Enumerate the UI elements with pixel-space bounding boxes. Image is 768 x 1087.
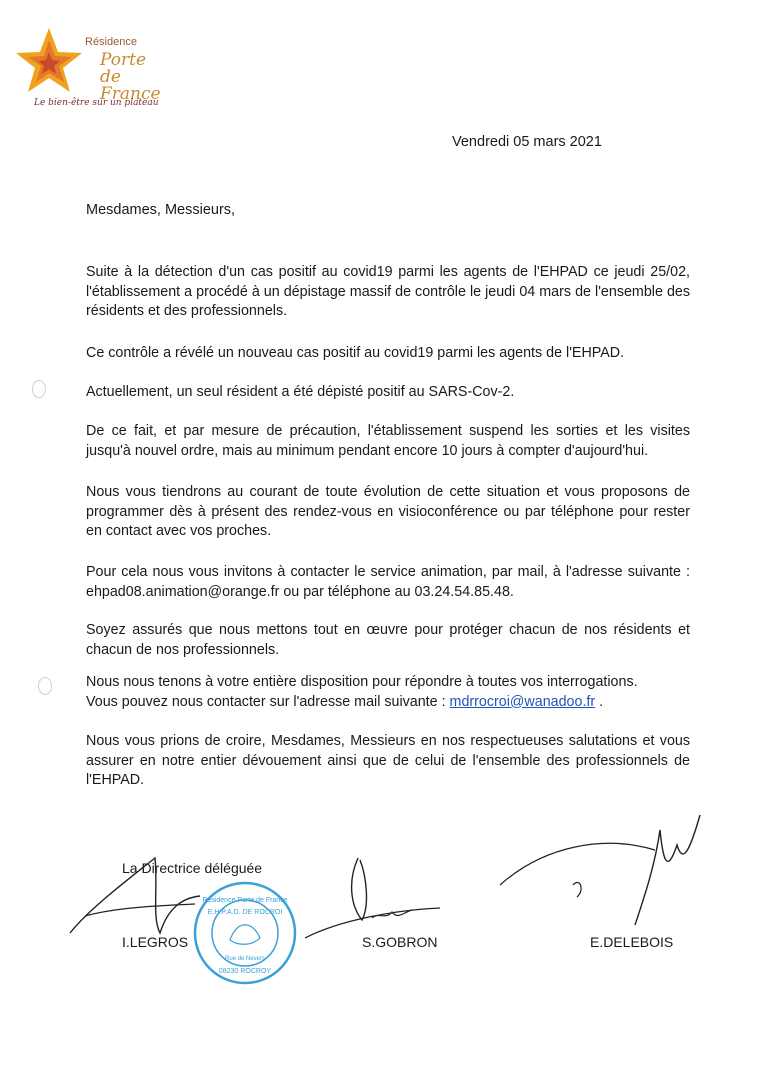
- signature-3-scribble: [495, 805, 710, 945]
- paragraph-8: [86, 673, 690, 712]
- logo-residence-text: Résidence: [85, 36, 137, 48]
- salutation: Mesdames, Messieurs,: [86, 202, 236, 218]
- star-logo-icon: [14, 26, 84, 96]
- punch-hole-mark: [38, 677, 52, 695]
- paragraph-8-line1: Nous nous tenons à votre entière disposition pour répondre à toutes vos interrogations.: [86, 674, 638, 690]
- signatory-name-3: E.DELEBOIS: [590, 934, 674, 950]
- paragraph-2: Ce contrôle a révélé un nouveau cas positif au covid19 parmi les agents de l'EHPAD.: [86, 345, 625, 361]
- contact-email-link[interactable]: mdrrocroi@wanadoo.fr: [449, 693, 596, 710]
- signature-1-scribble: [60, 838, 210, 948]
- paragraph-7: Soyez assurés que nous mettons tout en œuvre pour protéger chacun de nos résidents et chacun de nos professionnels.: [86, 622, 690, 658]
- paragraph-8-suffix: .: [599, 693, 604, 710]
- letter-date: Vendredi 05 mars 2021: [452, 134, 602, 150]
- stamp-bottom-text: 08230 ROCROY: [218, 968, 272, 975]
- punch-hole-mark: [32, 380, 46, 398]
- logo-name-text: Porte de France: [100, 50, 161, 104]
- residence-logo: [14, 26, 164, 126]
- official-stamp: [192, 880, 298, 986]
- signatory-name-2: S.GOBRON: [362, 934, 438, 950]
- signature-title: La Directrice déléguée: [122, 860, 263, 876]
- logo-tagline: Le bien-être sur un plateau: [34, 98, 159, 108]
- paragraph-8-prefix: Vous pouvez nous contacter sur l'adresse mail suivante :: [86, 693, 446, 710]
- paragraph-9: Nous vous prions de croire, Mesdames, Messieurs en nos respectueuses salutations et vous assurer en notre entier dévouement ainsi que de celui de l'ensemble des professionnels de l'EHPAD.: [86, 733, 690, 788]
- paragraph-4: De ce fait, et par mesure de précaution, l'établissement suspend les sorties et les visites jusqu'à nouvel ordre, mais au minimum pendant encore 10 jours à compter d'aujourd'hui.: [86, 423, 690, 459]
- paragraph-1: Suite à la détection d'un cas positif au covid19 parmi les agents de l'EHPAD ce jeudi 25/02, l'établissement a procédé à un dépistage massif de contrôle le jeudi 04 mars de l'ensemble des résidents et des professionnels.: [86, 264, 690, 319]
- paragraph-5: Nous vous tiendrons au courant de toute évolution de cette situation et vous proposons de programmer dès à présent des rendez-vous en visioconférence ou par téléphone pour rester en contact avec vos proches.: [86, 484, 690, 539]
- paragraph-6: Pour cela nous vous invitons à contacter le service animation, par mail, à l'adresse suivante : ehpad08.animation@orange.fr ou par téléphone au 03.24.54.85.48.: [86, 564, 690, 600]
- stamp-side-text: Rue de Nevers: [224, 956, 266, 962]
- signature-2-scribble: [300, 850, 450, 950]
- stamp-middle-text: E.H.P.A.D. DE ROCROI: [207, 909, 283, 916]
- stamp-top-text: Résidence Porte de France: [202, 897, 288, 904]
- paragraph-3: Actuellement, un seul résident a été dépisté positif au SARS-Cov-2.: [86, 384, 515, 400]
- signatory-name-1: I.LEGROS: [122, 934, 189, 950]
